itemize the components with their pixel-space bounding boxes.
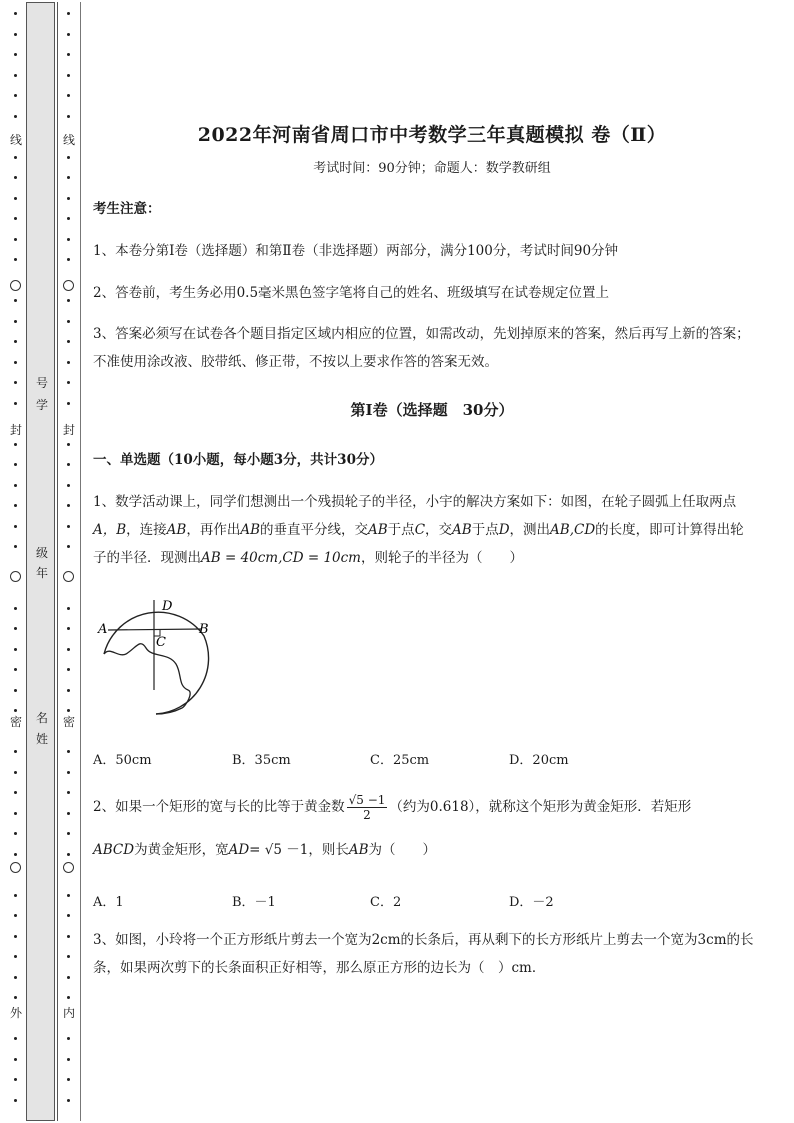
q2-var: ABCD [93,842,135,858]
binding-dot [14,217,17,220]
binding-dot [67,812,70,815]
binding-dot [67,156,70,159]
q1-text: ，连接 [126,522,167,538]
binding-dot [14,750,17,753]
field-label-nian: 年 [35,566,48,580]
binding-dot [14,197,17,200]
question-3: 3、如图，小玲将一个正方形纸片剪去一个宽为2cm的长条后，再从剩下的长方形纸片上剪去一个宽为3cm的长条，如果两次剪下的长条面积正好相等，那么原正方形的边长为（ ）cm． [93,932,754,976]
field-label-hao: 号 [35,376,48,390]
binding-dot [67,176,70,179]
binding-dot [67,668,70,671]
binding-dot [14,361,17,364]
q2-option-a[interactable]: A．1 [93,895,124,910]
binding-dot [14,935,17,938]
q2-option-b[interactable]: B．－1 [232,895,276,910]
binding-dot [67,955,70,958]
q2-text: 为黄金矩形，宽 [134,842,229,858]
binding-dot [67,935,70,938]
q1-var: AB [368,522,388,538]
question-1 [93,488,755,572]
binding-dot [14,33,17,36]
notice-item-1: 1、本卷分第Ⅰ卷（选择题）和第Ⅱ卷（非选择题）两部分，满分100分，考试时间90分钟 [93,243,619,259]
q1-text: 于点 [471,522,499,538]
binding-dot [14,668,17,671]
label-d: D [162,599,173,614]
binding-dot [67,402,70,405]
binding-dot [14,996,17,999]
q2-option-d[interactable]: D．－2 [509,895,554,910]
binding-dots-inner [63,0,75,1123]
q1-text: ，则轮子的半径为（ ） [360,550,523,566]
binding-dot [67,976,70,979]
binding-dot [67,607,70,610]
binding-dot [14,914,17,917]
binding-dot [67,832,70,835]
binding-dot [14,1099,17,1102]
binding-dot [14,771,17,774]
field-label-xing: 姓 [35,732,48,746]
binding-dot [67,1058,70,1061]
q1-text: ，测出 [509,522,551,538]
q1-var: AB [452,522,472,538]
binding-dots-outer [10,0,22,1123]
binding-dot [67,853,70,856]
binding-mark: 密 [62,715,75,729]
notice-item-2: 2、答卷前，考生务必用0.5毫米黑色签字笔将自己的姓名、班级填写在试卷规定位置上 [93,285,610,301]
binding-dot [14,443,17,446]
label-a: A [98,622,108,637]
binding-hole [10,571,21,582]
binding-hole [10,862,21,873]
exam-title: 2022年河南省周口市中考数学三年真题模拟 卷（Ⅱ） [197,124,667,146]
section-title: 第Ⅰ卷（选择题 30分） [350,401,514,419]
q2-text: 为（ ） [368,842,437,858]
binding-dot [14,12,17,15]
binding-dot [67,709,70,712]
binding-dot [14,853,17,856]
broken-edge [104,644,190,714]
q2-option-c[interactable]: C．2 [370,895,402,910]
q2-var: AD [228,842,250,858]
binding-dot [14,156,17,159]
binding-dot [67,12,70,15]
binding-dot [67,361,70,364]
binding-hole [63,571,74,582]
binding-dot [67,299,70,302]
binding-mark: 内 [62,1006,75,1020]
q1-text: 的长度，即可计算得出轮子的半径．现测出 [93,522,744,566]
binding-hole [63,862,74,873]
golden-ratio-fraction [347,793,388,822]
exam-subtitle: 考试时间：90分钟；命题人：数学教研组 [313,161,551,176]
binding-mark: 线 [62,133,75,147]
binding-dot [67,689,70,692]
binding-mark: 封 [9,423,22,437]
binding-dot [14,1037,17,1040]
binding-dot [14,74,17,77]
binding-dot [14,504,17,507]
binding-dot [67,1099,70,1102]
binding-dot [14,894,17,897]
fraction-numerator: √5 −1 [348,793,386,807]
q1-var: AB [240,522,261,538]
binding-divider-inner [80,2,81,1121]
q2-text: （约为0.618），就称这个矩形为黄金矩形．若矩形 [389,799,692,815]
binding-mark: 密 [9,715,22,729]
binding-dot [14,1058,17,1061]
binding-divider [57,2,58,1121]
binding-dot [14,976,17,979]
q1-var: A，B [93,522,127,538]
binding-dot [67,443,70,446]
binding-dot [67,648,70,651]
field-label-ji: 级 [35,546,48,560]
label-b: B [199,622,209,637]
label-c: C [156,635,166,650]
binding-dot [14,689,17,692]
binding-dot [14,463,17,466]
binding-hole [10,280,21,291]
binding-dot [67,484,70,487]
question-2 [93,793,755,822]
binding-dot [14,258,17,261]
binding-dot [14,709,17,712]
binding-dot [67,258,70,261]
binding-dot [14,238,17,241]
wheel-arc [104,612,209,714]
binding-dot [67,238,70,241]
binding-dot [14,525,17,528]
question-2-line-2 [93,836,755,864]
binding-dot [67,627,70,630]
field-label-ming: 名 [35,711,48,725]
binding-dot [67,914,70,917]
q1-var: C [414,522,426,538]
binding-dot [67,197,70,200]
binding-mark: 封 [62,423,75,437]
q1-text: 于点 [387,522,415,538]
binding-dot [67,217,70,220]
field-label-xue: 学 [35,398,48,412]
binding-dot [67,504,70,507]
binding-dot [14,94,17,97]
binding-dot [14,340,17,343]
binding-dot [67,320,70,323]
part-heading: 一、单选题（10小题，每小题3分，共计30分） [93,452,383,468]
q2-text: = √5 －1，则长 [249,842,349,858]
binding-dot [14,791,17,794]
binding-dot [67,996,70,999]
binding-dot [14,53,17,56]
fraction-denominator: 2 [363,808,371,822]
binding-dot [67,894,70,897]
binding-dot [67,545,70,548]
q2-text: 2、如果一个矩形的宽与长的比等于黄金数 [93,799,345,815]
broken-wheel-figure [96,596,226,721]
binding-dot [14,648,17,651]
binding-dot [67,1078,70,1081]
binding-dot [14,115,17,118]
q1-var: D [498,522,510,538]
q1-var: AB [166,522,187,538]
q1-option-d[interactable]: D．20cm [509,753,569,768]
binding-dot [14,607,17,610]
q1-measure: AB = 40cm,CD = 10cm [201,550,361,566]
binding-dot [14,402,17,405]
binding-dot [14,1078,17,1081]
binding-dot [67,750,70,753]
binding-dot [67,94,70,97]
binding-dot [14,955,17,958]
q1-text: ，交 [425,522,453,538]
binding-dot [67,33,70,36]
binding-dot [67,791,70,794]
binding-dot [14,381,17,384]
binding-mark: 线 [9,133,22,147]
q1-option-c[interactable]: C．25cm [370,753,430,768]
q1-option-b[interactable]: B．35cm [232,753,291,768]
binding-dot [67,340,70,343]
chord-ab [108,629,202,630]
binding-dot [14,812,17,815]
q1-option-a[interactable]: A．50cm [93,753,152,768]
binding-dot [14,832,17,835]
q1-text: 的垂直平分线，交 [260,522,369,538]
binding-dot [67,115,70,118]
q1-text: ，再作出 [186,522,241,538]
binding-dot [67,525,70,528]
binding-dot [14,545,17,548]
binding-dot [14,299,17,302]
binding-dot [67,381,70,384]
binding-strip [26,2,55,1121]
q1-var: AB,CD [550,522,596,538]
q1-text: 1、数学活动课上，同学们想测出一个残损轮子的半径，小宇的解决方案如下：如图，在轮子圆弧上任取两点 [93,494,737,510]
binding-mark: 外 [9,1006,22,1020]
binding-dot [67,53,70,56]
binding-dot [67,1037,70,1040]
binding-dot [67,771,70,774]
binding-dot [67,463,70,466]
q2-var: AB [348,842,369,858]
binding-dot [14,320,17,323]
binding-dot [14,176,17,179]
binding-dot [14,627,17,630]
notice-item-3: 3、答案必须写在试卷各个题目指定区域内相应的位置，如需改动，先划掉原来的答案，然后再写上新的答案；不准使用涂改液、胶带纸、修正带，不按以上要求作答的答案无效。 [93,326,750,370]
binding-hole [63,280,74,291]
notice-heading: 考生注意： [93,201,161,217]
binding-dot [67,74,70,77]
binding-dot [14,484,17,487]
